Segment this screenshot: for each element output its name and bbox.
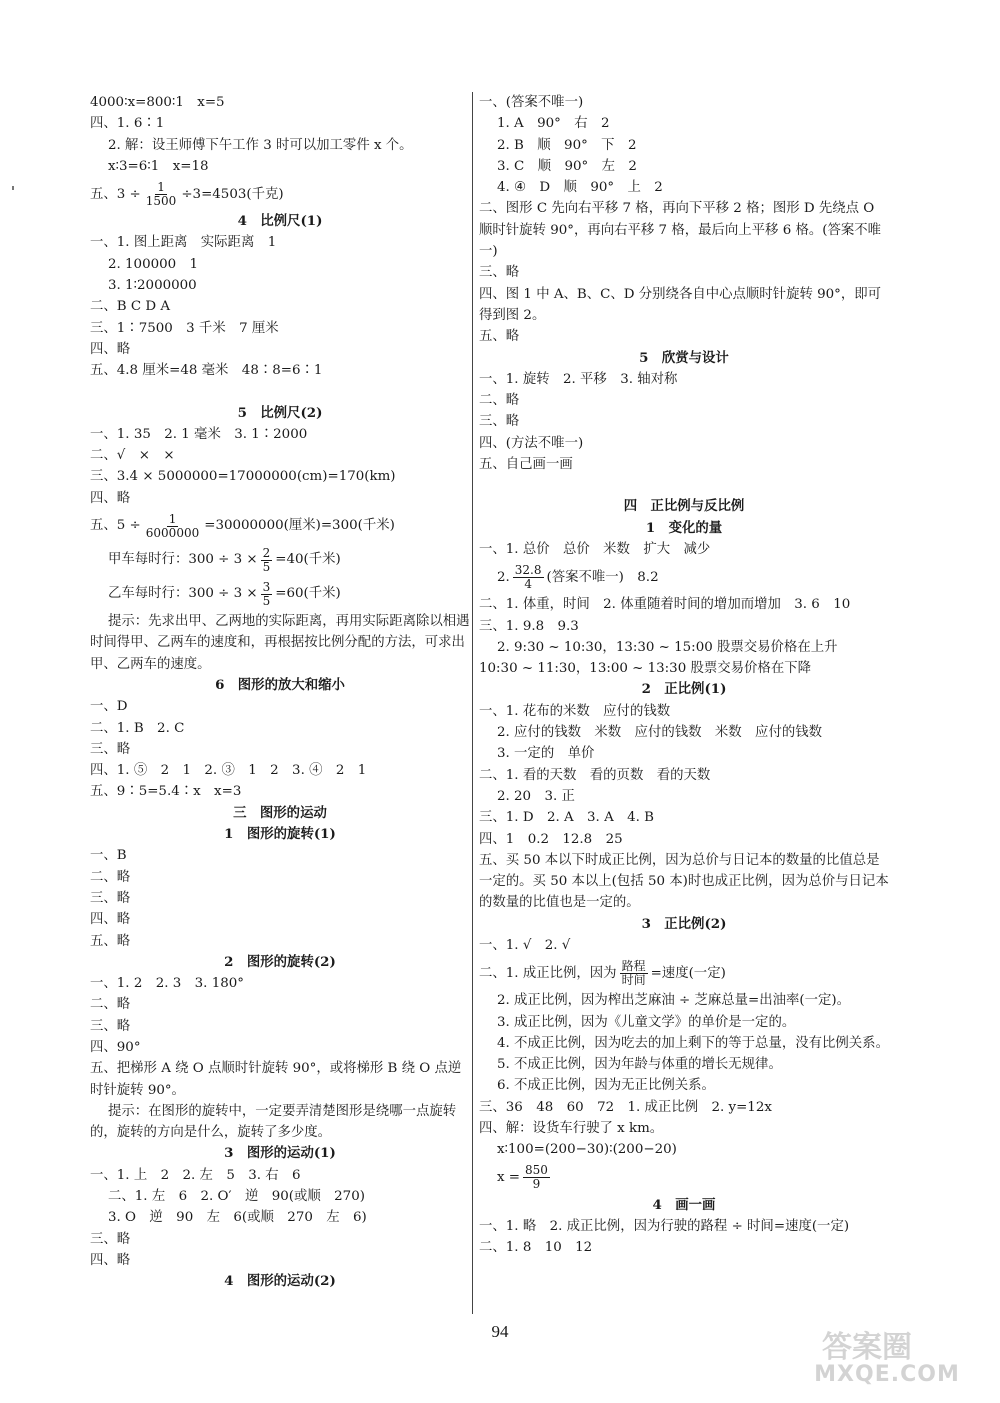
section-heading: 3 图形的运动(1) [224,1145,336,1162]
fraction: $\frac{\text{路程}}{\text{时间}}$ [621,958,646,987]
answer-line: 一、1. 图上距离 实际距离 1 [90,235,277,251]
answer-line-fraction: 五、5 ÷ $\frac{1}{6000000}$ =30000000(厘米)=300(千米) [90,511,395,540]
answer-line: 2. 9:30 ~ 10:30，13:30 ~ 15:00 股票交易价格在上升 [497,639,838,655]
answer-line: 2. 成正比例，因为榨出芝麻油 ÷ 芝麻总量=出油率(一定)。 [497,993,851,1009]
section-heading: 1 变化的量 [645,519,723,536]
answer-line: x∶100=(200−30)∶(200−20) [497,1142,677,1158]
fraction: $\frac{2}{5}$ [262,545,271,574]
answer-line: 一、1. 35 2. 1 毫米 3. 1∶2000 [90,426,308,442]
answer-line: 三、略 [479,265,520,281]
answer-line: 三、略 [90,1018,131,1034]
answer-line-fraction: 甲车每时行：300 ÷ 3 × $\frac{2}{5}$ =40(千米) [108,545,341,574]
answer-line: 五、买 50 本以下时成正比例，因为总价与日记本的数量的比值总是一定的。买 50 本以上(包括 50 本)时也成正比例，因为总价与日记本的数量的比值也是一定的。 [479,852,889,911]
answer-line: 三、略 [90,1231,131,1247]
answer-line: 2. 解：设王师傅下午工作 3 时可以加工零件 x 个。 [108,137,413,153]
section-heading: 5 欣赏与设计 [639,349,729,366]
answer-line: 三、3.4 × 5000000=17000000(cm)=170(km) [90,469,396,485]
answer-line: 3. 一定的 单价 [497,746,595,762]
answer-line: 一、1. 总价 总价 米数 扩大 减少 [479,541,711,557]
answer-line: 四、略 [90,912,131,928]
answer-line: 一、D [90,699,128,715]
answer-line: 二、1. 8 10 12 [479,1240,593,1256]
page-number: 94 [491,1322,509,1341]
scan-speck [12,186,14,190]
answer-line: 一、B [90,848,127,864]
answer-line: 三、1∶7500 3 千米 7 厘米 [90,320,279,336]
answer-line: 四、解：设货车行驶了 x km。 [479,1121,664,1137]
answer-line: 二、1. 看的天数 看的页数 看的天数 [479,767,711,783]
fraction: $\frac{1}{1500}$ [145,179,177,208]
answer-line: 一、1. 2 2. 3 3. 180° [90,976,244,992]
answer-line: 四、1. ⑤ 2 1 2. ③ 1 2 3. ④ 2 1 [90,763,367,779]
answer-line: 10:30 ~ 11:30，13:00 ~ 13:30 股票交易价格在下降 [479,661,811,677]
answer-line: 三、1. D 2. A 3. A 4. B [479,810,654,826]
chapter-heading: 三 图形的运动 [233,804,327,821]
answer-line: 4. ④ D 顺 90° 上 2 [497,180,663,196]
answer-line: 一、1. √ 2. √ [479,937,571,953]
answer-line: 4. 不成正比例，因为吃去的加上剩下的等于总量，没有比例关系。 [497,1035,889,1051]
hint-paragraph: 提示：先求出甲、乙两地的实际距离，再用实际距离除以相遇时间得甲、乙两车的速度和，再根据按比例分配的方法，可求出甲、乙两车的速度。 [90,614,470,672]
answer-line-fraction: 乙车每时行：300 ÷ 3 × $\frac{3}{5}$ =60(千米) [108,579,341,608]
answer-line: 二、√ × × [90,448,175,464]
answer-line: 三、36 48 60 72 1. 成正比例 2. y=12x [479,1099,772,1115]
answer-line: 三、略 [90,741,131,757]
answer-line-fraction: 五、3 ÷ $\frac{1}{1500}$ ÷3=4503(千克) [90,179,284,208]
answer-line: 五、略 [90,933,131,949]
answer-line: 一、1. 旋转 2. 平移 3. 轴对称 [479,371,678,387]
answer-line: 3. 1∶2000000 [108,278,197,294]
section-heading: 4 图形的运动(2) [224,1273,336,1290]
answer-line: 四、1 0.2 12.8 25 [479,831,623,847]
answer-line: 5. 不成正比例，因为年龄与体重的增长无规律。 [497,1057,782,1073]
answer-line: 三、1. 9.8 9.3 [479,618,579,634]
section-heading: 3 正比例(2) [641,915,727,932]
answer-line: 四、略 [90,341,131,357]
answer-line: 一、1. 略 2. 成正比例，因为行驶的路程 ÷ 时间=速度(一定) [479,1218,850,1234]
answer-line-fraction: 2. $\frac{32.8}{4}$ (答案不唯一) 8.2 [497,562,659,591]
answer-line: 五、略 [479,329,520,345]
answer-line: 一、1. 上 2 2. 左 5 3. 右 6 [90,1167,301,1183]
answer-line: 4000∶x=800∶1 x=5 [90,95,225,110]
answer-line-fraction: 二、1. 成正比例，因为 $\frac{\text{路程}}{\text{时间}}$ =速度(一定) [479,958,726,987]
answer-line: 二、1. 体重，时间 2. 体重随着时间的增加而增加 3. 6 10 [479,597,851,613]
answer-line: 3. 成正比例，因为《儿童文学》的单价是一定的。 [497,1014,796,1030]
answer-line: 二、略 [479,393,520,409]
answer-line: 四、略 [90,490,131,506]
answer-line: 2. 20 3. 正 [497,788,575,804]
answer-line: 五、9∶5=5.4∶x x=3 [90,784,242,800]
answer-line: x∶3=6∶1 x=18 [108,158,209,174]
answer-line: 二、1. B 2. C [90,720,185,736]
answer-line: 二、B C D A [90,299,171,315]
answer-line: 二、1. 左 6 2. O′ 逆 90(或顺 270) [108,1189,365,1205]
section-heading: 4 画一画 [652,1196,716,1213]
right-column [472,92,889,1314]
watermark-logo: 答案圈 [822,1330,912,1365]
answer-line: 四、1. 6∶1 [90,116,165,132]
section-heading: 1 图形的旋转(1) [224,826,336,843]
answer-line: 2. 应付的钱数 米数 应付的钱数 米数 应付的钱数 [497,725,823,741]
section-heading: 2 正比例(1) [641,681,727,698]
answer-line: 二、略 [90,997,131,1013]
answer-line: 五、4.8 厘米=48 毫米 48∶8=6∶1 [90,363,323,379]
answer-line: 2. 100000 1 [108,256,199,272]
fraction: $\frac{850}{9}$ [525,1163,548,1192]
answer-line: 四、图 1 中 A、B、C、D 分别绕各自中心点顺时针旋转 90°，即可得到图 2。 [479,286,882,323]
chapter-heading: 四 正比例与反比例 [623,498,745,515]
answer-line: 二、略 [90,869,131,885]
section-heading: 2 图形的旋转(2) [224,953,336,970]
section-heading: 5 比例尺(2) [237,404,323,421]
answer-line: 3. C 顺 90° 左 2 [497,158,637,174]
answer-line: 三、略 [479,414,520,430]
answer-line: 四、略 [90,1252,131,1268]
answer-line: 1. A 90° 右 2 [497,116,610,132]
answer-line: 四、90° [90,1039,141,1055]
section-heading: 6 图形的放大和缩小 [215,676,345,693]
section-heading: 4 比例尺(1) [237,213,323,230]
answer-line-fraction: x = $\frac{850}{9}$ [497,1163,548,1192]
answer-line: 四、(方法不唯一) [479,435,584,451]
watermark [792,1322,982,1392]
fraction: $\frac{1}{6000000}$ [145,511,200,540]
left-column [90,92,470,1293]
watermark-site: MXQE.COM [814,1362,960,1387]
answer-line: 6. 不成正比例，因为无正比例关系。 [497,1078,715,1094]
answer-line: 五、自己画一画 [479,457,573,473]
fraction: $\frac{3}{5}$ [262,579,271,608]
answer-line: 一、(答案不唯一) [479,95,584,110]
answer-line: 三、略 [90,890,131,906]
answer-line: 2. B 顺 90° 下 2 [497,137,637,153]
fraction: $\frac{32.8}{4}$ [514,562,542,591]
answer-line: 二、图形 C 先向右平移 7 格，再向下平移 2 格；图形 D 先绕点 O 顺时针旋转 90°，再向右平移 7 格，最后向上平移 6 格。(答案不唯一) [479,201,882,260]
hint-paragraph: 提示：在图形的旋转中，一定要弄清楚图形是绕哪一点旋转的，旋转的方向是什么，旋转了多少度。 [90,1103,457,1141]
answer-line: 五、把梯形 A 绕 O 点顺时针旋转 90°，或将梯形 B 绕 O 点逆时针旋转 90°。 [90,1061,462,1098]
answer-line: 一、1. 花布的米数 应付的钱数 [479,703,671,719]
answer-line: 3. O 逆 90 左 6(或顺 270 左 6) [108,1210,367,1226]
